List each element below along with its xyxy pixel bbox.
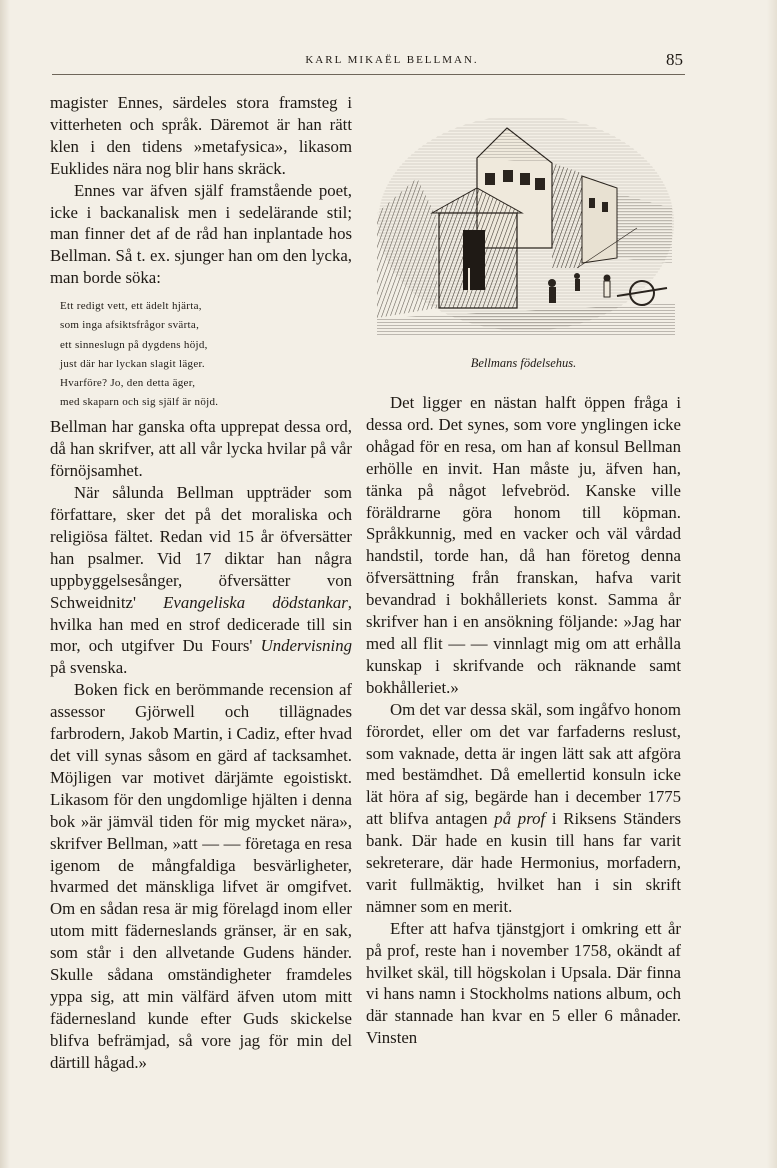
- book-title: Evangeliska dödstankar: [163, 592, 348, 612]
- verse-line: Ett redigt vett, ett ädelt hjärta,: [60, 300, 202, 313]
- verse-line: just där har lyckan slagit läger.: [60, 357, 205, 370]
- paragraph: [50, 482, 352, 679]
- birthplace-engraving: [377, 118, 675, 336]
- verse-line: ett sinneslugn på dygdens höjd,: [60, 338, 208, 351]
- book-title: Undervisning: [260, 636, 352, 656]
- paragraph: magister Ennes, särdeles stora framsteg i vitterheten och språk. Däremot är han rätt klen i den tidens »metafysica», likasom Euklides nära nog blir hans skräck.: [50, 93, 352, 178]
- paragraph: Ennes var äfven själf framstående poet, icke i backanalisk men i sedelärande stil; man finner det af de råd han inplantade hos Bellman. Så t. ex. sjunger han om den lycka, man borde söka:: [50, 180, 352, 288]
- paragraph: Boken fick en berömmande recension af assessor Gjörwell och tillägnades farbrodern, Jakob Martin, i Cadiz, efter hvad det vill synas såsom en gärd af tacksamhet. Möjligen var motivet därjämte egoistiskt. Likasom för den ungdomlige hjälten i denna bok »är jämväl tiden för mig mycket nära», skrifver Bellman, »att — — företaga en resa igenom de mångfaldiga besvärligheter, hvarmed det mänskliga lifvet är omgifvet. Om en sådan resa är mig förelagd inom eller utom mitt fäderneslands gränser, är en sak, som står i den allvetande Gudens händer. Skulle sådana omständigheter framdeles yppa sig, att min välfärd äfven utom mitt fädernesland kunde efter Guds skickelse blifva befrämjad, så vore jag för min del därtill hågad.»: [50, 680, 352, 1072]
- running-header: [52, 52, 685, 75]
- verse-line: med skaparn och sig själf är nöjd.: [60, 396, 219, 409]
- paragraph: Bellman har ganska ofta upprepat dessa ord, då han skrifver, att all vår lycka hvilar på vår förnöjsamhet.: [50, 417, 352, 481]
- running-title: KARL MIKAËL BELLMAN.: [305, 54, 479, 66]
- verse-line: som inga afsiktsfrågor svärta,: [60, 319, 200, 332]
- verse-line: Hvarföre? Jo, den detta äger,: [60, 376, 196, 389]
- paragraph: [366, 699, 681, 918]
- text-run: Om det var dessa skäl, som ingåfvo honom förordet, eller om det var farfaderns reslust, som vaknade, detta är ingen lätt sak att afgöra med bestämdhet. Då emellertid konsuln icke lät höra af sig, begärde han i december 1775 att blifva antagen: [366, 699, 681, 829]
- right-column: [366, 392, 681, 1049]
- page-edge: [767, 0, 777, 1168]
- text-run: När sålunda Bellman uppträder som författare, sker det på det moraliska och religiösa fältet. Redan vid 15 år öfversätter han psalmer. Vid 17 diktar han några uppbyggelsesånger, öfversätter von Schweidnitz': [50, 483, 352, 612]
- figure-caption: Bellmans födelsehus.: [470, 356, 577, 370]
- left-column: [50, 92, 352, 1074]
- text-run: , hvilka han med en strof dedicerade till sin mor, och utgifver Du Fours': [50, 592, 352, 656]
- page-number: 85: [666, 50, 683, 69]
- emphasis: på prof: [494, 809, 546, 829]
- paragraph: Efter att hafva tjänstgjort i omkring ett år på prof, reste han i november 1758, okändt af hvilket skäl, till högskolan i Upsala. Där finna vi hans namn i Stockholms nations album, och där stannade han kvar en 5 eller 6 månader. Vinsten: [366, 918, 681, 1048]
- page-edge: [0, 0, 10, 1168]
- text-run: i Riksens Ständers bank. Där hade en kusin till hans far varit sekreterare, där hade Hermonius, morfadern, varit fullmäktig, hvilket han i sin skrift nämner som en merit.: [366, 809, 681, 916]
- text-run: på svenska.: [50, 658, 128, 678]
- paragraph: Det ligger en nästan halft öppen fråga i dessa ord. Det synes, som vore ynglingen icke ohågad för en resa, om han af konsul Bellman erhölle en invit. Han måste ju, äfven han, tänka på något lefvebröd. Kanske ville föräldrarne göra honom till köpman. Språkkunnig, med en vacker och väl vårdad handstil, torde han, då han företog denna öfversättning från franskan, hafva varit bevandrad i bokhålleriets konst. Samma år skrifver han i en ansökning följande: »Jag har med all flit — — vinnlagt mig om att erhålla kunskap i skrifvande och räknande samt bokhålleriet.»: [366, 393, 681, 697]
- verse-quote: [60, 297, 352, 412]
